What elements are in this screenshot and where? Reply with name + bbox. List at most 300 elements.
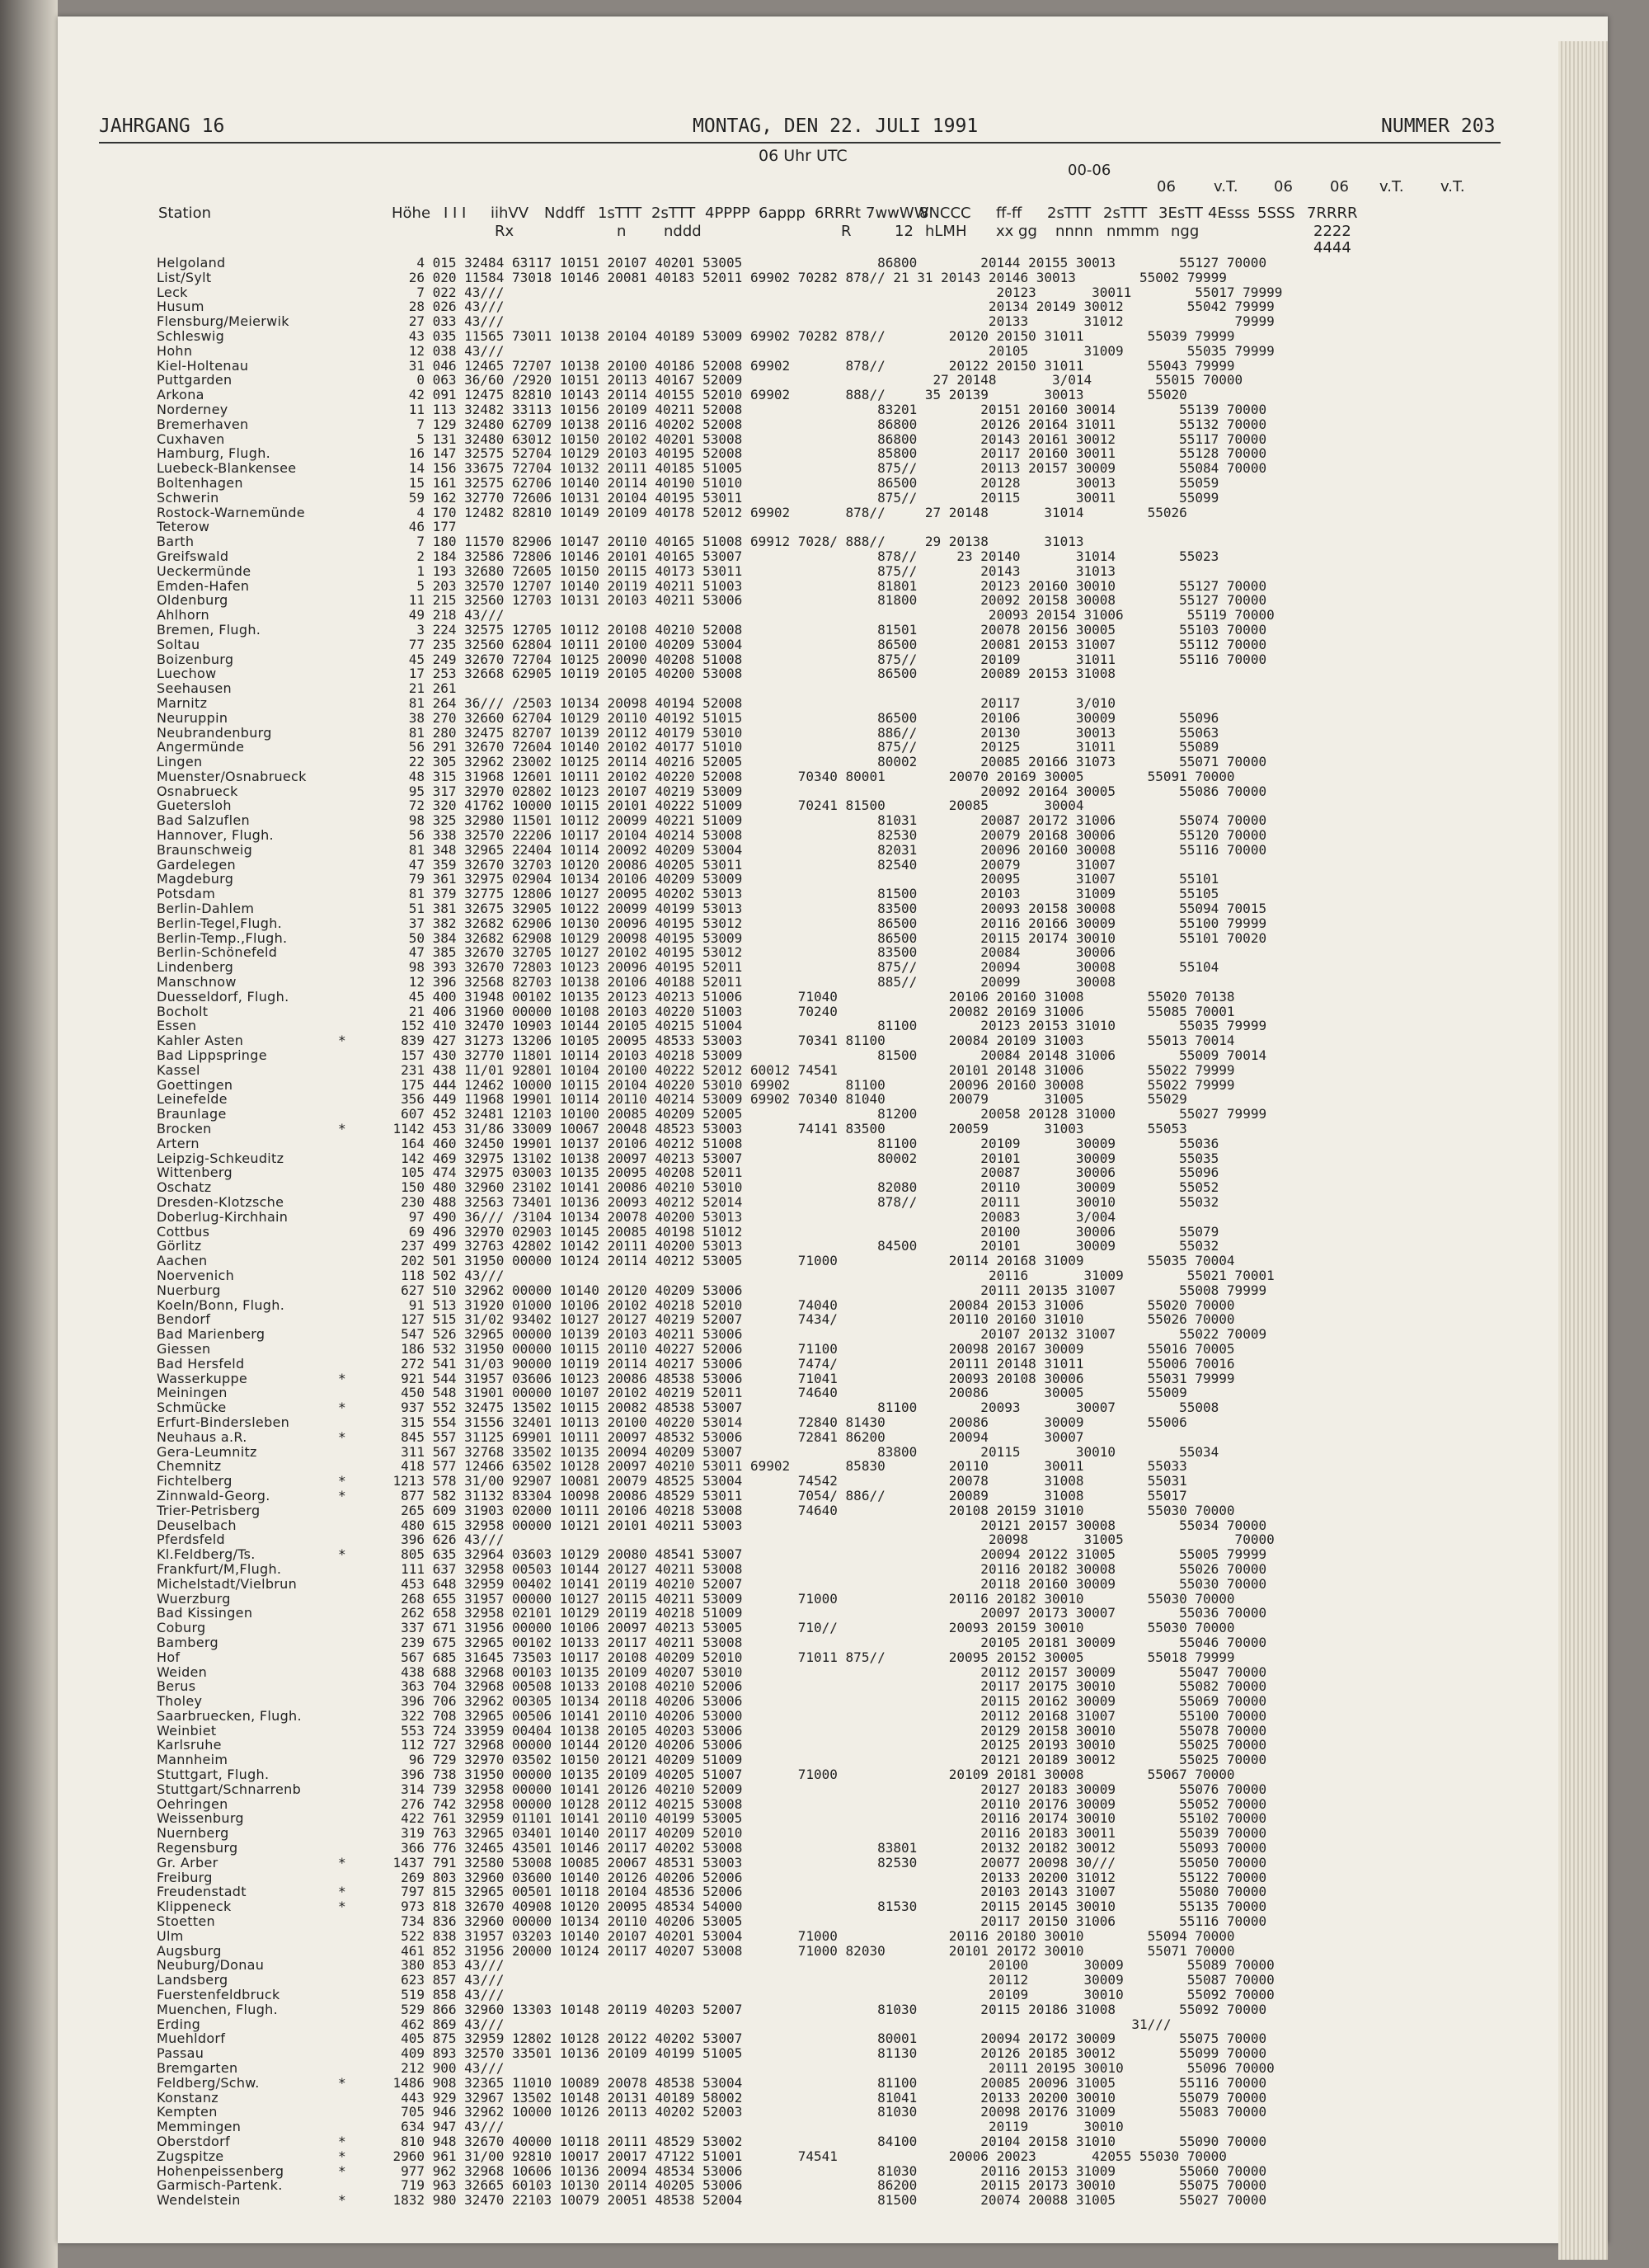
observation-values: 268 655 31957 00000 10127 20115 40211 53009 71000 20116 20182 30010 55030 70000 (401, 1590, 1235, 1607)
station-name: Leipzig-Schkeuditz (157, 1150, 284, 1166)
table-row (99, 2193, 1501, 2208)
table-row (99, 1459, 1501, 1474)
table-row (99, 681, 1501, 696)
station-name: Neuruppin (157, 709, 228, 726)
table-row (99, 373, 1501, 388)
table-row (99, 1665, 1501, 1680)
period-06-a: 06 (1157, 178, 1176, 195)
table-row (99, 666, 1501, 681)
table-row (99, 1753, 1501, 1767)
station-name: Kiel-Holtenau (157, 357, 249, 374)
col-5sss: 5SSS (1257, 205, 1295, 222)
observation-values: 363 704 32968 00508 10133 20108 40210 52006 20117 20175 30010 55082 70000 (401, 1678, 1267, 1695)
table-row (99, 608, 1501, 623)
table-row (99, 2002, 1501, 2017)
observation-values: 230 488 32563 73401 10136 20093 40212 52014 878// 20111 30010 55032 (401, 1194, 1219, 1210)
mountain-station-marker: * (338, 1400, 346, 1416)
observation-values: 937 552 32475 13502 10115 20082 48538 53007 81100 20093 30007 55008 (401, 1400, 1219, 1416)
observation-values: 519 858 43/// 20109 30010 55092 70000 (401, 1987, 1275, 2003)
table-row (99, 975, 1501, 990)
station-name: Schleswig (157, 327, 225, 344)
period-vt-b: v.T. (1379, 178, 1404, 195)
observation-values: 157 430 32770 11801 10114 20103 40218 53009 81500 20084 20148 31006 55009 70014 (401, 1047, 1267, 1064)
table-row (99, 1415, 1501, 1430)
table-row (99, 520, 1501, 534)
document-content (99, 115, 1501, 2208)
station-name: Saarbruecken, Flugh. (157, 1707, 302, 1724)
col-7wwww: 7wwWW (866, 205, 929, 222)
station-name: Karlsruhe (157, 1737, 222, 1753)
table-row (99, 1518, 1501, 1533)
observation-values: 1213 578 31/00 92907 10081 20079 48525 53004 74542 20078 31008 55031 (392, 1473, 1187, 1489)
observation-values: 1 193 32680 72605 10150 20115 40173 53011 875// 20143 31013 (416, 562, 1116, 579)
table-row (99, 1107, 1501, 1122)
table-row (99, 1944, 1501, 1959)
col-iihvv: iihVV (491, 205, 529, 222)
observation-values: 276 742 32958 00000 10128 20112 40215 53008 20110 20176 30009 55052 70000 (401, 1795, 1267, 1812)
observation-values: 112 727 32968 00000 10144 20120 40206 53006 20125 20193 30010 55025 70000 (401, 1737, 1267, 1753)
table-row (99, 417, 1501, 432)
observation-values: 49 218 43/// 20093 20154 31006 55119 70000 (408, 607, 1275, 623)
station-name: Angermünde (157, 739, 245, 755)
table-row (99, 2017, 1501, 2032)
mountain-station-marker: * (338, 1473, 346, 1489)
table-row (99, 2091, 1501, 2106)
station-name: Bendorf (157, 1311, 211, 1328)
table-row (99, 1165, 1501, 1180)
station-name: Wasserkuppe (157, 1370, 248, 1386)
station-name: Bad Lippspringe (157, 1047, 267, 1064)
table-row (99, 446, 1501, 461)
station-name: List/Sylt (157, 269, 212, 285)
observation-values: 607 452 32481 12103 10100 20085 40209 52005 81200 20058 20128 31000 55027 79999 (401, 1106, 1267, 1122)
table-row (99, 491, 1501, 506)
observation-values: 7 129 32480 62709 10138 20116 40202 52008 86800 20126 20164 31011 55132 70000 (416, 416, 1267, 432)
observation-values: 356 449 11968 19901 10114 20110 40214 53009 69902 70340 81040 20079 31005 55029 (401, 1091, 1187, 1108)
station-name: Weiden (157, 1663, 208, 1680)
station-name: Oschatz (157, 1179, 212, 1196)
observation-values: 1142 453 31/86 33009 10067 20048 48523 53003 74141 83500 20059 31003 55053 (392, 1121, 1187, 1137)
observation-values: 366 776 32465 43501 10146 20117 40202 53008 83801 20132 20182 30012 55093 70000 (401, 1840, 1267, 1856)
station-name: Bamberg (157, 1634, 218, 1650)
observation-values: 567 685 31645 73503 10117 20108 40209 52010 71011 875// 20095 20152 30005 55018 79999 (401, 1649, 1235, 1665)
observation-values: 152 410 32470 10903 10144 20105 40215 51004 81100 20123 20153 31010 55035 79999 (401, 1018, 1267, 1034)
table-row (99, 1078, 1501, 1093)
observation-values: 22 305 32962 23002 10125 20114 40216 52005 80002 20085 20166 31073 55071 70000 (408, 754, 1267, 770)
station-name: Zugspitze (157, 2148, 224, 2164)
table-row (99, 1709, 1501, 1724)
table-row (99, 1372, 1501, 1386)
station-name: Stuttgart/Schnarrenb (157, 1781, 302, 1797)
table-row (99, 1592, 1501, 1607)
observation-values: 21 406 31960 00000 10108 20103 40220 51003 70240 20082 20169 31006 55085 70001 (408, 1003, 1235, 1019)
mountain-station-marker: * (338, 2162, 346, 2179)
observation-values: 3 224 32575 12705 10112 20108 40210 52008 81501 20078 20156 30005 55103 70000 (416, 621, 1267, 638)
station-name: Goettingen (157, 1076, 233, 1093)
col-1sttt: 1sTTT (598, 205, 642, 222)
table-row (99, 858, 1501, 873)
table-row (99, 402, 1501, 417)
table-row (99, 916, 1501, 931)
table-row (99, 271, 1501, 285)
station-name: Boizenburg (157, 651, 234, 667)
station-name: Fuerstenfeldbruck (157, 1987, 280, 2003)
table-row (99, 1841, 1501, 1856)
station-name: Oldenburg (157, 592, 228, 609)
table-row (99, 1870, 1501, 1885)
station-name: Passau (157, 2045, 204, 2062)
station-name: Trier-Petrisberg (157, 1502, 261, 1518)
station-name: Doberlug-Kirchhain (157, 1208, 289, 1225)
station-name: Berlin-Tegel,Flugh. (157, 915, 283, 931)
observation-values: 97 490 36/// /3104 10134 20078 40200 53013 20083 3/004 (408, 1208, 1116, 1225)
station-name: Lindenberg (157, 959, 234, 976)
table-row (99, 2164, 1501, 2179)
station-name: Hamburg, Flugh. (157, 445, 271, 462)
table-row (99, 1005, 1501, 1019)
observation-values: 443 929 32967 13502 10148 20131 40189 58002 81041 20133 20200 30010 55079 70000 (401, 2089, 1267, 2106)
station-name: Neuhaus a.R. (157, 1428, 247, 1445)
observation-values: 59 162 32770 72606 10131 20104 40195 53011 875// 20115 30011 55099 (408, 489, 1219, 506)
table-row (99, 1621, 1501, 1635)
mountain-station-marker: * (338, 1487, 346, 1503)
table-row (99, 1797, 1501, 1812)
observation-values: 396 738 31950 00000 10135 20109 40205 51007 71000 20109 20181 30008 55067 70000 (401, 1767, 1235, 1783)
observation-values: 265 609 31903 02000 10111 20106 40218 53008 74640 20108 20159 31010 55030 70000 (401, 1502, 1235, 1518)
table-row (99, 901, 1501, 916)
table-row (99, 1547, 1501, 1562)
table-row (99, 740, 1501, 755)
observation-values: 47 359 32670 32703 10120 20086 40205 53011 82540 20079 31007 (408, 856, 1116, 873)
table-row (99, 1019, 1501, 1033)
observation-values: 150 480 32960 23102 10141 20086 40210 53010 82080 20110 30009 55052 (401, 1179, 1219, 1196)
station-name: Manschnow (157, 974, 237, 990)
col-xxgg: xx gg (996, 223, 1037, 240)
station-name: Braunlage (157, 1106, 227, 1122)
station-name: Neubrandenburg (157, 724, 272, 741)
observation-values: 17 253 32668 62905 10119 20105 40200 53008 86500 20089 20153 31008 (408, 666, 1116, 682)
observation-values: 450 548 31901 00000 10107 20102 40219 52011 74640 20086 30005 55009 (401, 1385, 1187, 1401)
observation-values: 127 515 31/02 93402 10127 20127 40219 52007 7434/ 20110 20160 31010 55026 70000 (401, 1311, 1235, 1328)
observation-values: 231 438 11/01 92801 10104 20100 40222 52012 60012 74541 20101 20148 31006 55022 79999 (401, 1061, 1235, 1078)
observation-values: 81 348 32965 22404 10114 20092 40209 53004 82031 20096 20160 30008 55116 70000 (408, 841, 1267, 858)
observation-values: 322 708 32965 00506 10141 20110 40206 53000 20112 20168 31007 55100 70000 (401, 1707, 1267, 1724)
table-row (99, 359, 1501, 374)
station-name: Ahlhorn (157, 607, 209, 623)
table-row (99, 1988, 1501, 2002)
station-name: Cuxhaven (157, 431, 225, 447)
table-row (99, 1914, 1501, 1929)
observation-values: 396 626 43/// 20098 31005 70000 (401, 1532, 1275, 1548)
table-row (99, 1048, 1501, 1063)
station-name: Zinnwald-Georg. (157, 1487, 270, 1503)
observation-values: 164 460 32450 19901 10137 20106 40212 51008 81100 20109 30009 55036 (401, 1135, 1219, 1151)
table-row (99, 1225, 1501, 1240)
observation-values: 15 161 32575 62706 10140 20114 40190 51010 86500 20128 30013 55059 (408, 474, 1219, 491)
table-row (99, 388, 1501, 402)
mountain-station-marker: * (338, 2074, 346, 2091)
table-row (99, 872, 1501, 887)
table-row (99, 1724, 1501, 1739)
station-name: Magdeburg (157, 871, 234, 887)
observation-values: 212 900 43/// 20111 20195 30010 55096 70000 (401, 2060, 1275, 2077)
station-name: Bad Marienberg (157, 1326, 265, 1343)
station-name: Leinefelde (157, 1091, 228, 1108)
col-n: n (617, 223, 627, 240)
table-row (99, 314, 1501, 329)
table-row (99, 1268, 1501, 1283)
observation-values: 77 235 32560 62804 10111 20100 40209 53004 86500 20081 20153 31007 55112 70000 (408, 636, 1267, 652)
observation-values: 11 113 32482 33113 10156 20109 40211 52008 83201 20151 20160 30014 55139 70000 (408, 401, 1267, 417)
station-name: Bocholt (157, 1003, 209, 1019)
col-ngg: ngg (1171, 223, 1200, 240)
station-name: Wuerzburg (157, 1590, 231, 1607)
station-name: Bad Hersfeld (157, 1355, 245, 1372)
observation-values: 98 325 32980 11501 10112 20099 40221 51009 81031 20087 20172 31006 55074 70000 (408, 812, 1267, 829)
observation-values: 529 866 32960 13303 10148 20119 40203 52007 81030 20115 20186 31008 55092 70000 (401, 2001, 1267, 2017)
table-row (99, 1033, 1501, 1048)
observation-values: 96 729 32970 03502 10150 20121 40209 51009 20121 20189 30012 55025 70000 (408, 1752, 1267, 1768)
period-vt-c: v.T. (1440, 178, 1465, 195)
table-row (99, 1136, 1501, 1151)
table-row (99, 564, 1501, 579)
table-row (99, 1400, 1501, 1415)
table-row (99, 2076, 1501, 2091)
station-table (99, 256, 1501, 2208)
station-name: Weissenburg (157, 1810, 244, 1827)
observation-values: 1832 980 32470 22103 10079 20051 48538 52004 81500 20074 20088 31005 55027 70000 (392, 2192, 1267, 2209)
observation-values: 845 557 31125 69901 10111 20097 48532 53006 72841 86200 20094 30007 (401, 1428, 1084, 1445)
station-name: Klippeneck (157, 1899, 232, 1915)
station-name: Görlitz (157, 1238, 202, 1254)
station-name: Bremerhaven (157, 416, 249, 432)
table-row (99, 1122, 1501, 1136)
table-row (99, 432, 1501, 447)
station-name: Bad Kissingen (157, 1605, 253, 1621)
station-name: Guetersloh (157, 798, 232, 814)
observation-values: 921 544 31957 03606 10123 20086 48538 53006 71041 20093 20108 30006 55031 79999 (401, 1370, 1235, 1386)
observation-values: 553 724 33959 00404 10138 20105 40203 53006 20129 20158 30010 55078 70000 (401, 1722, 1267, 1739)
station-name: Teterow (157, 519, 210, 535)
station-name: Erfurt-Bindersleben (157, 1414, 290, 1430)
station-name: Noervenich (157, 1267, 235, 1283)
station-name: Deuselbach (157, 1517, 237, 1533)
observation-values: 634 947 43/// 20119 30010 (401, 2119, 1124, 2135)
observation-values: 118 502 43/// 20116 31009 55021 70001 (401, 1267, 1275, 1283)
col-nmmm: nmmm (1106, 223, 1160, 240)
col-8nccc: 8NCCC (919, 205, 971, 222)
observation-values: 81 264 36/// /2503 10134 20098 40194 52008 20117 3/010 (408, 694, 1116, 711)
col-nddff: Nddff (544, 205, 585, 222)
observation-values: 522 838 31957 03203 10140 20107 40201 53004 71000 20116 20180 30010 55094 70000 (401, 1927, 1235, 1944)
table-row (99, 1474, 1501, 1489)
observation-values: 4 015 32484 63117 10151 20107 40201 53005 86800 20144 20155 30013 55127 70000 (416, 255, 1267, 271)
station-name: Erding (157, 2016, 201, 2032)
table-row (99, 784, 1501, 799)
observation-values: 623 857 43/// 20112 30009 55087 70000 (401, 1972, 1275, 1988)
mountain-station-marker: * (338, 1370, 346, 1386)
table-row (99, 1929, 1501, 1944)
station-name: Flensburg/Meierwik (157, 313, 289, 330)
table-row (99, 638, 1501, 652)
observation-values: 45 400 31948 00102 10135 20123 40213 51006 71040 20106 20160 31008 55020 70138 (408, 988, 1235, 1005)
table-row (99, 461, 1501, 476)
table-row (99, 1195, 1501, 1210)
observation-values: 438 688 32968 00103 10135 20109 40207 53010 20112 20157 30009 55047 70000 (401, 1663, 1267, 1680)
station-name: Aachen (157, 1253, 208, 1269)
observation-values: 2960 961 31/00 92810 10017 20017 47122 51001 74541 20006 20023 42055 55030 70000 (392, 2148, 1227, 2164)
station-name: Stuttgart, Flugh. (157, 1767, 270, 1783)
table-row (99, 1489, 1501, 1503)
observation-values: 315 554 31556 32401 10113 20100 40220 53014 72840 81430 20086 30009 55006 (401, 1414, 1187, 1430)
observation-values: 31 046 12465 72707 10138 20100 40186 52008 69902 878// 20122 20150 31011 55043 79999 (408, 357, 1235, 374)
table-row (99, 1650, 1501, 1665)
station-name: Ueckermünde (157, 562, 251, 579)
col-ffff: ff-ff (996, 205, 1022, 222)
table-row (99, 593, 1501, 608)
observation-values: 311 567 32768 33502 10135 20094 40209 53007 83800 20115 30010 55034 (401, 1443, 1219, 1460)
date-title: MONTAG, DEN 22. JULI 1991 (693, 115, 979, 137)
table-row (99, 769, 1501, 784)
observation-values: 461 852 31956 20000 10124 20117 40207 53008 71000 82030 20101 20172 30010 55071 70000 (401, 1942, 1235, 1959)
station-name: Kl.Feldberg/Ts. (157, 1546, 256, 1563)
observation-values: 69 496 32970 02903 10145 20085 40198 51012 20100 30006 55079 (408, 1223, 1219, 1240)
table-row (99, 931, 1501, 946)
observation-values: 91 513 31920 01000 10106 20102 40218 52010 74040 20084 20153 31006 55020 70000 (408, 1296, 1235, 1313)
col-2sttt: 2sTTT (651, 205, 696, 222)
station-name: Soltau (157, 636, 200, 652)
station-name: Gera-Leumnitz (157, 1443, 257, 1460)
station-name: Oberstdorf (157, 2134, 230, 2149)
table-row (99, 1283, 1501, 1298)
station-name: Artern (157, 1135, 200, 1151)
observation-values: 462 869 43/// 31/// (401, 2016, 1172, 2032)
observation-values: 111 637 32958 00503 10144 20127 40211 53008 20116 20182 30008 55026 70000 (401, 1560, 1267, 1577)
table-row (99, 1635, 1501, 1650)
table-row (99, 2105, 1501, 2120)
table-row (99, 1063, 1501, 1078)
observation-values: 977 962 32968 10606 10136 20094 48534 53006 81030 20116 20153 31009 55060 70000 (401, 2162, 1267, 2179)
station-name: Kahler Asten (157, 1033, 244, 1049)
table-row (99, 1738, 1501, 1753)
station-name: Memmingen (157, 2119, 242, 2135)
observation-values: 1437 791 32580 53008 10085 20067 48531 53003 82530 20077 20098 30/// 55050 70000 (392, 1854, 1267, 1870)
station-name: Giessen (157, 1340, 211, 1357)
observation-values: 28 026 43/// 20134 20149 30012 55042 79999 (408, 299, 1275, 315)
observation-values: 380 853 43/// 20100 30009 55089 70000 (401, 1957, 1275, 1974)
table-row (99, 1973, 1501, 1988)
col-iii: I I I (444, 205, 467, 222)
station-name: Gr. Arber (157, 1854, 218, 1870)
station-name: Muenster/Osnabrueck (157, 768, 307, 784)
observation-values: 805 635 32964 03603 10129 20080 48541 53007 20094 20122 31005 55005 79999 (401, 1546, 1267, 1563)
station-name: Meiningen (157, 1385, 228, 1401)
observation-values: 14 156 33675 72704 10132 20111 40185 51005 875// 20113 20157 30009 55084 70000 (408, 460, 1267, 477)
col-4esss: 4Esss (1208, 205, 1250, 222)
station-name: Greifswald (157, 548, 229, 564)
table-row (99, 652, 1501, 667)
observation-values: 418 577 12466 63502 10128 20097 40210 53011 69902 85830 20110 30011 55033 (401, 1458, 1187, 1475)
station-name: Mannheim (157, 1752, 228, 1768)
table-row (99, 1357, 1501, 1372)
observation-values: 405 875 32959 12802 10128 20122 40202 53007 80001 20094 20172 30009 55075 70000 (401, 2030, 1267, 2047)
station-name: Leck (157, 284, 188, 300)
station-name: Arkona (157, 387, 204, 403)
station-name: Fichtelberg (157, 1473, 233, 1489)
table-row (99, 623, 1501, 638)
table-row (99, 1679, 1501, 1694)
observation-values: 627 510 32962 00000 10140 20120 40209 53006 20111 20135 31007 55008 79999 (401, 1282, 1267, 1298)
station-name: Lingen (157, 754, 203, 770)
observation-values: 26 020 11584 73018 10146 20081 40183 52011 69902 70282 878// 21 31 20143 20146 30013 55002 79999 (408, 269, 1227, 285)
table-row (99, 1767, 1501, 1782)
col-r: R (841, 223, 852, 240)
station-name: Norderney (157, 401, 228, 417)
station-name: Michelstadt/Vielbrun (157, 1575, 298, 1592)
table-row (99, 1856, 1501, 1870)
table-row (99, 828, 1501, 843)
table-row (99, 1239, 1501, 1254)
station-name: Stoetten (157, 1913, 215, 1930)
observation-values: 81 379 32775 12806 10127 20095 40202 53013 81500 20103 31009 55105 (408, 886, 1219, 902)
station-name: Rostock-Warnemünde (157, 504, 305, 520)
observation-values: 2 184 32586 72806 10146 20101 40165 53007 878// 23 20140 31014 55023 (416, 548, 1219, 564)
mountain-station-marker: * (338, 1854, 346, 1870)
table-row (99, 1826, 1501, 1841)
col-6rrrt: 6RRRt (815, 205, 862, 222)
col-4pppp: 4PPPP (705, 205, 750, 222)
observation-values: 547 526 32965 00000 10139 20103 40211 53006 20107 20132 31007 55022 70009 (401, 1326, 1267, 1343)
station-name: Pferdsfeld (157, 1532, 225, 1548)
observation-values: 95 317 32970 02802 10123 20107 40219 53009 20092 20164 30005 55086 70000 (408, 783, 1267, 799)
station-name: Osnabrueck (157, 783, 238, 799)
period-0006: 00-06 (1068, 162, 1111, 179)
station-name: Brocken (157, 1121, 212, 1137)
station-name: Barth (157, 534, 195, 550)
table-row (99, 476, 1501, 491)
observation-values: 202 501 31950 00000 10124 20114 40212 53005 71000 20114 20168 31009 55035 70004 (401, 1253, 1235, 1269)
station-name: Ulm (157, 1927, 184, 1944)
station-name: Berlin-Dahlem (157, 901, 255, 917)
observation-values: 105 474 32975 03003 10135 20095 40208 52011 20087 30006 55096 (401, 1165, 1219, 1181)
observation-values: 810 948 32670 40000 10118 20111 48529 53002 84100 20104 20158 31010 55090 70000 (401, 2134, 1267, 2149)
observation-values: 314 739 32958 00000 10141 20126 40210 52009 20127 20183 30009 55076 70000 (401, 1781, 1267, 1797)
table-row (99, 579, 1501, 594)
mountain-station-marker: * (338, 1899, 346, 1915)
station-name: Wittenberg (157, 1165, 233, 1181)
col-4444: 4444 (1313, 239, 1351, 256)
station-name: Hohn (157, 342, 193, 359)
observation-values: 16 147 32575 52704 10129 20103 40195 52008 85800 20117 20160 30011 55128 70000 (408, 445, 1267, 462)
table-row (99, 2031, 1501, 2046)
col-hlmh: hLMH (925, 223, 967, 240)
observation-values: 409 893 32570 33501 10136 20109 40199 51005 81130 20126 20185 30012 55099 70000 (401, 2045, 1267, 2062)
table-row (99, 344, 1501, 359)
station-name: Seehausen (157, 680, 232, 697)
station-name: Cottbus (157, 1223, 210, 1240)
col-3estt: 3EsTT (1158, 205, 1203, 222)
observation-values: 237 499 32763 42802 10142 20111 40200 53013 84500 20101 30009 55032 (401, 1238, 1219, 1254)
table-row (99, 506, 1501, 520)
observation-values: 4 170 12482 82810 10149 20109 40178 52012 69902 878// 27 20148 31014 55026 (416, 504, 1187, 520)
table-row (99, 813, 1501, 828)
observation-values: 239 675 32965 00102 10133 20117 40211 53008 20105 20181 30009 55046 70000 (401, 1634, 1267, 1650)
station-name: Berus (157, 1678, 196, 1695)
observation-values: 47 385 32670 32705 10127 20102 40195 53012 83500 20084 30006 (408, 944, 1116, 961)
table-row (99, 1386, 1501, 1400)
observation-values: 56 338 32570 22206 10117 20104 40214 53008 82530 20079 20168 30006 55120 70000 (408, 827, 1267, 844)
table-row (99, 960, 1501, 975)
